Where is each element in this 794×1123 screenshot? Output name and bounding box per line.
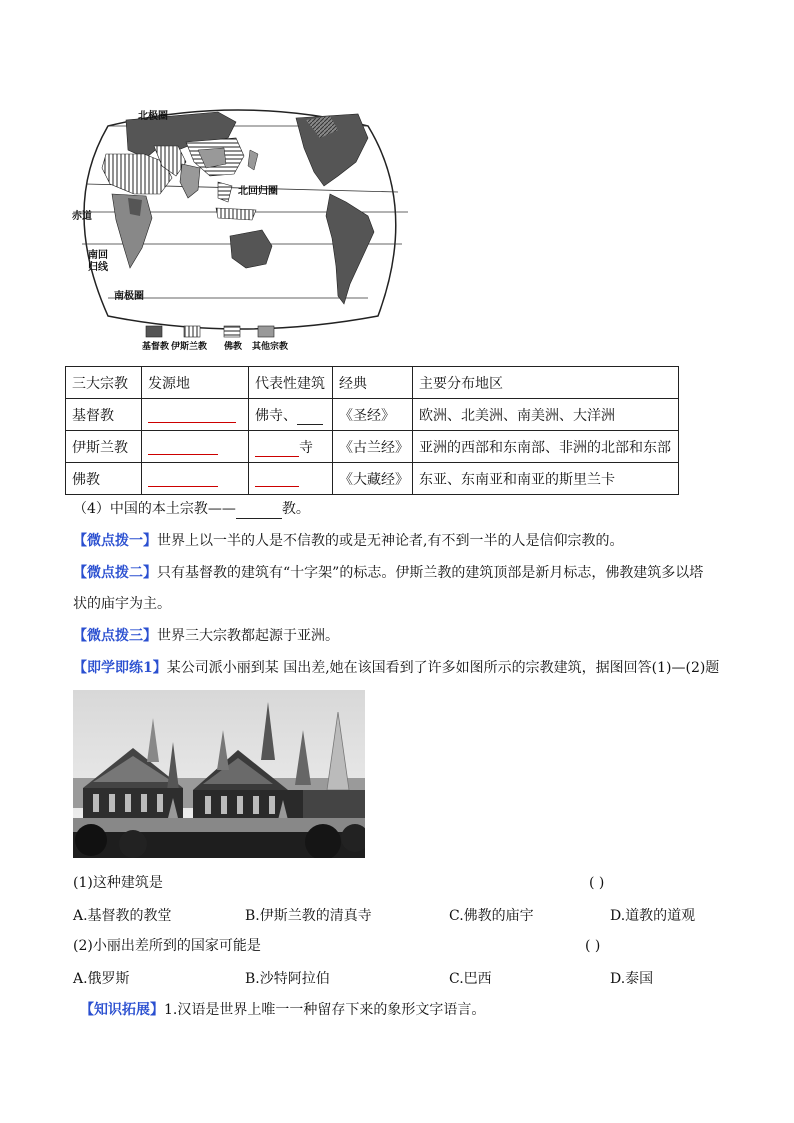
building-text: 寺 xyxy=(299,439,313,456)
table-header: 发源地 xyxy=(142,367,249,399)
table-header-row xyxy=(66,367,679,399)
tip-2-tag: 【微点拨二】 xyxy=(73,565,157,581)
building-text: 佛寺、 xyxy=(255,407,297,424)
table-row xyxy=(66,399,679,431)
option-a[interactable]: A.基督教的教堂 xyxy=(73,908,172,924)
question-4 xyxy=(73,499,310,519)
tip-1-text: 世界上以一半的人是不信教的或是无神论者,有不到一半的人是信仰宗教的。 xyxy=(157,533,624,549)
world-map-svg xyxy=(68,98,416,360)
religion-table xyxy=(65,366,679,495)
legend-swatch-buddhism xyxy=(224,326,240,337)
question-4-suffix: 教。 xyxy=(281,501,310,517)
question-2-options xyxy=(73,968,733,988)
tip-1-tag: 【微点拨一】 xyxy=(73,533,157,549)
building-blank[interactable] xyxy=(297,410,323,425)
tip-1 xyxy=(73,531,623,551)
classic-name: 《大藏经》 xyxy=(333,463,413,495)
practice-prompt xyxy=(73,658,719,678)
region-text: 亚洲的西部和东南部、非洲的北部和东部 xyxy=(413,431,679,463)
building-blank[interactable] xyxy=(255,472,299,487)
table-row xyxy=(66,463,679,495)
legend-christianity: 基督教 xyxy=(142,342,170,352)
tip-3-text: 世界三大宗教都起源于亚洲。 xyxy=(157,628,339,644)
tip-3 xyxy=(73,626,339,646)
legend-swatch-christianity xyxy=(146,326,162,337)
option-d[interactable]: D.泰国 xyxy=(610,971,654,987)
region-text: 欧洲、北美洲、南美洲、大洋洲 xyxy=(413,399,679,431)
religion-name: 基督教 xyxy=(66,399,142,431)
option-b[interactable]: B.沙特阿拉伯 xyxy=(245,971,330,987)
question-2-stem: (2)小丽出差所到的国家可能是 xyxy=(73,938,261,954)
legend-buddhism: 佛教 xyxy=(224,342,243,352)
question-2-answer-paren[interactable]: ( ) xyxy=(585,938,601,954)
map-label-north-polar: 北极圈 xyxy=(138,111,168,122)
religion-name: 佛教 xyxy=(66,463,142,495)
table-header: 主要分布地区 xyxy=(413,367,679,399)
legend-other: 其他宗教 xyxy=(252,342,289,352)
question-1-answer-paren[interactable]: ( ) xyxy=(589,875,605,891)
question-1-stem: (1)这种建筑是 xyxy=(73,875,163,891)
question-1-options xyxy=(73,905,733,925)
religion-distribution-map xyxy=(68,98,416,360)
map-label-south-polar: 南极圈 xyxy=(114,291,144,302)
religion-name: 伊斯兰教 xyxy=(66,431,142,463)
temple-illustration xyxy=(73,690,365,858)
option-c[interactable]: C.佛教的庙宇 xyxy=(449,908,534,924)
temple-photo xyxy=(73,690,365,858)
origin-blank[interactable] xyxy=(148,440,218,455)
table-row xyxy=(66,431,679,463)
origin-blank[interactable] xyxy=(148,472,218,487)
extension-tag: 【知识拓展】 xyxy=(80,1002,164,1018)
legend-islam: 伊斯兰教 xyxy=(171,342,208,352)
tip-2 xyxy=(73,563,703,583)
region-text: 东亚、东南亚和南亚的斯里兰卡 xyxy=(413,463,679,495)
origin-blank[interactable] xyxy=(148,408,236,423)
tip-3-tag: 【微点拨三】 xyxy=(73,628,157,644)
classic-name: 《圣经》 xyxy=(333,399,413,431)
tip-2-continued: 状的庙宇为主。 xyxy=(73,596,171,612)
question-4-prefix: （4）中国的本土宗教—— xyxy=(73,501,236,517)
table-header: 代表性建筑 xyxy=(249,367,333,399)
option-c[interactable]: C.巴西 xyxy=(449,971,492,987)
building-blank[interactable] xyxy=(255,442,299,457)
table-header: 经典 xyxy=(333,367,413,399)
map-label-equator: 赤道 xyxy=(72,211,92,222)
question-4-blank[interactable] xyxy=(236,504,282,519)
classic-name: 《古兰经》 xyxy=(333,431,413,463)
extension-text: 1.汉语是世界上唯一一种留存下来的象形文字语言。 xyxy=(164,1002,486,1018)
tip-2-text: 只有基督教的建筑有“十字架”的标志。伊斯兰教的建筑顶部是新月标志，佛教建筑多以塔 xyxy=(157,565,704,581)
table-header: 三大宗教 xyxy=(66,367,142,399)
option-b[interactable]: B.伊斯兰教的清真寺 xyxy=(245,908,372,924)
knowledge-extension xyxy=(80,1000,485,1020)
option-a[interactable]: A.俄罗斯 xyxy=(73,971,130,987)
map-label-tropic-capricorn-1: 南回 xyxy=(88,250,108,261)
legend-swatch-other xyxy=(258,326,274,337)
practice-text: 某公司派小丽到某 国出差,她在该国看到了许多如图所示的宗教建筑，据图回答(1)—(2)题 xyxy=(166,660,720,676)
map-label-tropic-capricorn-2: 归线 xyxy=(88,262,108,273)
option-d[interactable]: D.道教的道观 xyxy=(610,908,696,924)
map-label-tropic-cancer: 北回归圈 xyxy=(238,186,278,197)
practice-tag: 【即学即练1】 xyxy=(73,660,167,676)
legend-swatch-islam xyxy=(184,326,200,337)
